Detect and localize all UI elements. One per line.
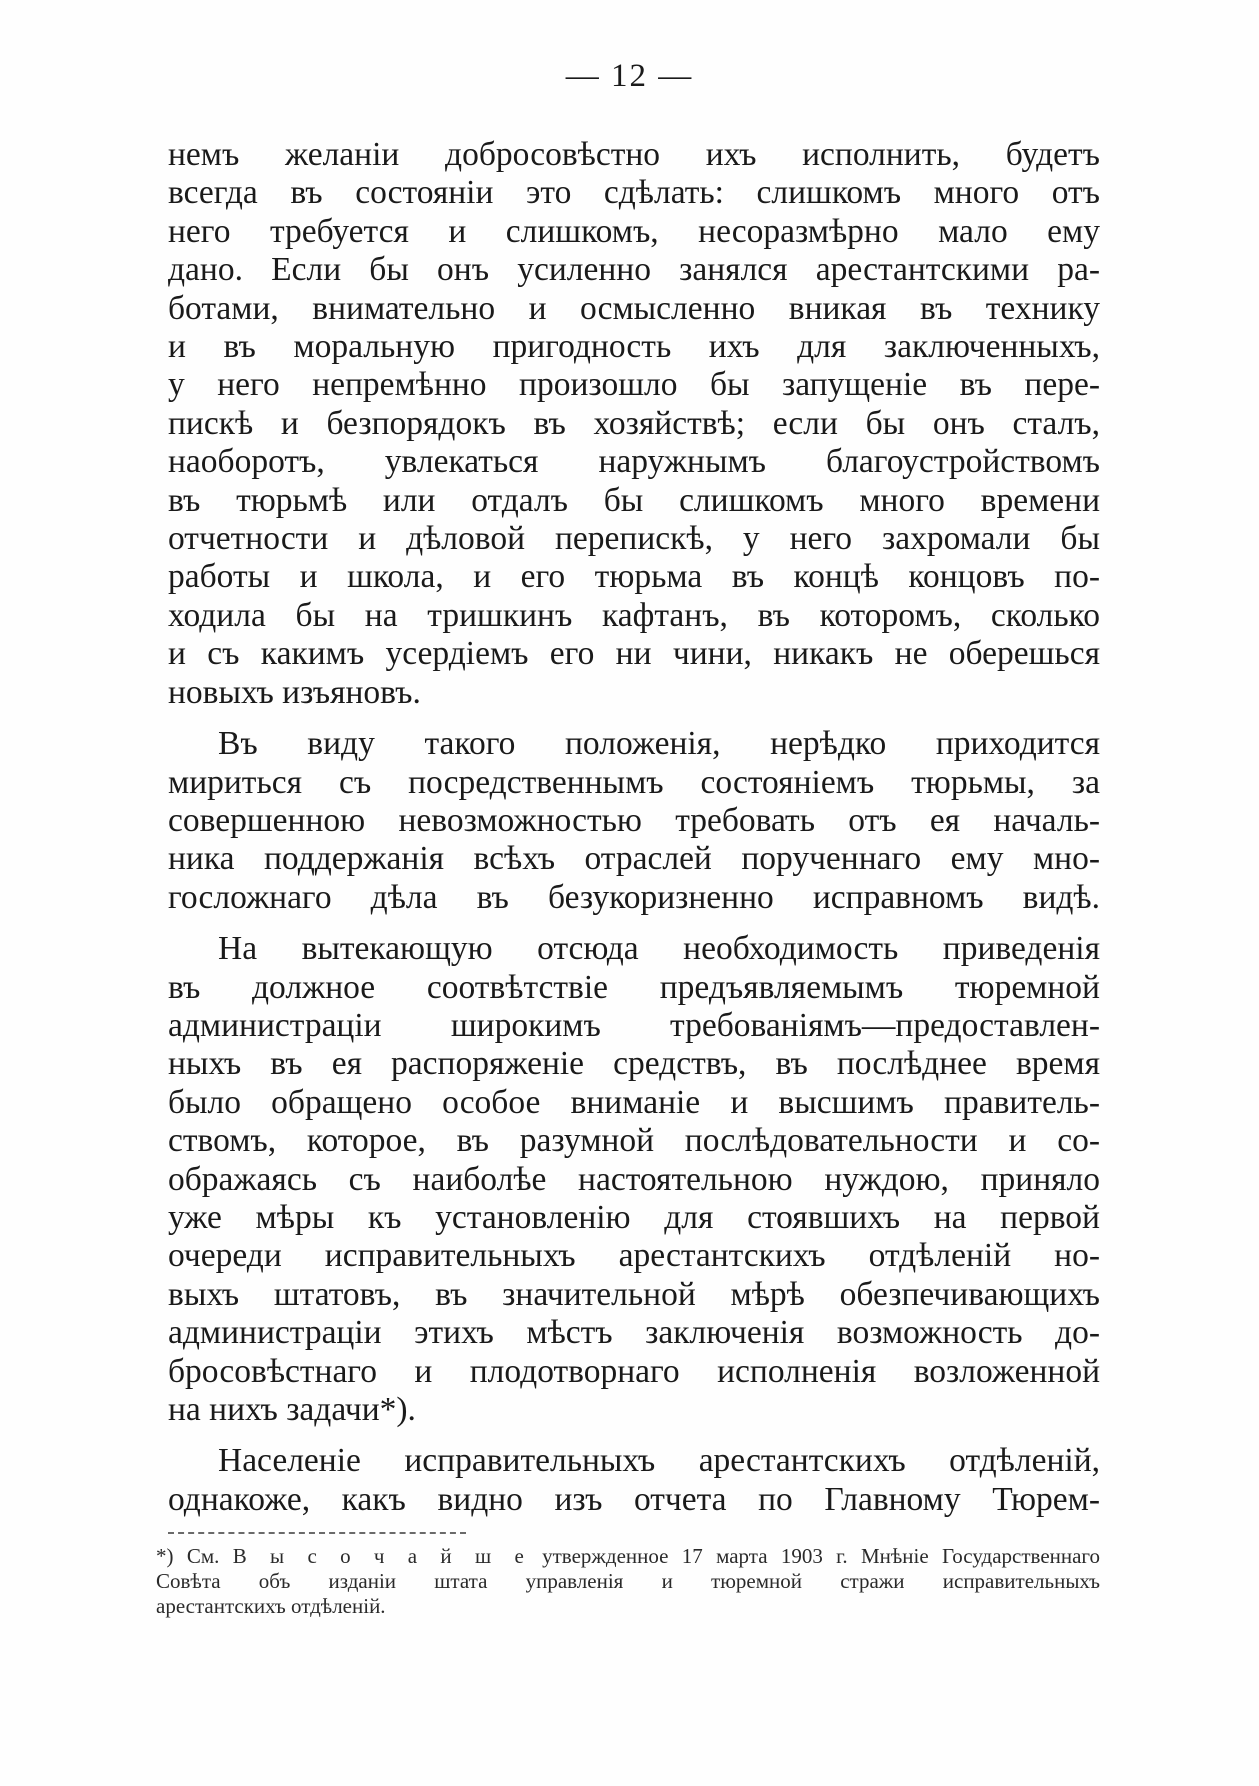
- text-line: администрацiи этихъ мѣстъ заключенiя возможность до-: [168, 1314, 1100, 1352]
- text-line: было обращено особое вниманiе и высшимъ правитель-: [168, 1083, 1100, 1121]
- page-number-dash-right: —: [658, 58, 694, 94]
- text-line: него требуется и слишкомъ, несоразмѣрно мало ему: [168, 212, 1100, 250]
- footnote-line: [156, 1544, 1100, 1569]
- paragraph-3: [168, 930, 1100, 1429]
- text-line: ходила бы на тришкинъ кафтанъ, въ которомъ, сколько: [168, 596, 1100, 634]
- text-line: наоборотъ, увлекаться наружнымъ благоустройствомъ: [168, 443, 1100, 481]
- text-line: На вытекающую отсюда необходимость приведенiя: [218, 930, 1100, 968]
- body-text: [168, 136, 1100, 1519]
- text-line: мириться съ посредственнымъ состоянiемъ тюрьмы, за: [168, 763, 1100, 801]
- text-line: администрацiи широкимъ требованiямъ—предоставлен-: [168, 1006, 1100, 1044]
- text-line: ображаясь съ наиболѣе настоятельною нуждою, приняло: [168, 1160, 1100, 1198]
- footnote-marker: *): [156, 1544, 174, 1568]
- text-line: уже мѣры къ установленiю для стоявшихъ на первой: [168, 1198, 1100, 1236]
- text-line: ботами, внимательно и осмысленно вникая въ технику: [168, 289, 1100, 327]
- paragraph-2: [168, 725, 1100, 917]
- page-number-value: 12: [611, 58, 648, 94]
- footnote-prefix: См.: [186, 1544, 220, 1568]
- text-line: ника поддержанiя всѣхъ отраслей порученнаго ему мно-: [168, 840, 1100, 878]
- text-line: на нихъ задачи*).: [168, 1391, 416, 1428]
- paragraph-1: [168, 136, 1100, 712]
- text-line: новыхъ изъяновъ.: [168, 673, 421, 711]
- text-line: всегда въ состоянiи это сдѣлать: слишкомъ много отъ: [168, 174, 1100, 212]
- page-number: [0, 58, 1259, 95]
- page-number-dash-left: —: [565, 58, 601, 94]
- text-line: и въ моральную пригодность ихъ для заключенныхъ,: [168, 328, 1100, 366]
- text-line: однакоже, какъ видно изъ отчета по Главному Тюрем-: [168, 1480, 1100, 1518]
- text-line: въ должное соотвѣтствiе предъявляемымъ тюремной: [168, 968, 1100, 1006]
- text-line: отчетности и дѣловой перепискѣ, у него захромали бы: [168, 520, 1100, 558]
- text-line: ствомъ, которое, въ разумной послѣдовательности и со-: [168, 1122, 1100, 1160]
- text-line: дано. Если бы онъ усиленно занялся арестантскими ра-: [168, 251, 1100, 289]
- text-line: въ тюрьмѣ или отдалъ бы слишкомъ много времени: [168, 481, 1100, 519]
- text-line: Населенiе исправительныхъ арестантскихъ отдѣленiй,: [218, 1442, 1100, 1480]
- text-line: Въ виду такого положенiя, нерѣдко приходится: [218, 725, 1100, 763]
- footnote-separator: [168, 1532, 466, 1534]
- text-line: немъ желанiи добросовѣстно ихъ исполнить, будетъ: [168, 136, 1100, 173]
- text-line: выхъ штатовъ, въ значительной мѣрѣ обезпечивающихъ: [168, 1275, 1100, 1313]
- footnote-line: арестантскихъ отдѣленiй.: [156, 1594, 386, 1618]
- text-line: совершенною невозможностью требовать отъ ея началь-: [168, 801, 1100, 839]
- text-line: госложнаго дѣла въ безукоризненно исправномъ видѣ.: [168, 878, 1100, 916]
- text-line: ныхъ въ ея распоряженiе средствъ, въ послѣднее время: [168, 1045, 1100, 1083]
- footnote-line: Совѣта объ изданiи штата управленiя и тюремной стражи исправительныхъ: [156, 1569, 1100, 1593]
- paragraph-4: [168, 1442, 1100, 1519]
- text-line: бросовѣстнаго и плодотворнаго исполненiя возложенной: [168, 1352, 1100, 1390]
- text-line: пискѣ и безпорядокъ въ хозяйствѣ; если бы онъ сталъ,: [168, 404, 1100, 442]
- text-line: очереди исправительныхъ арестантскихъ отдѣленiй но-: [168, 1237, 1100, 1275]
- footnote-line1-rest: утвержденное 17 марта 1903 г. Мнѣнiе Государственнаго: [542, 1544, 1101, 1568]
- text-line: у него непремѣнно произошло бы запущенiе въ пере-: [168, 366, 1100, 404]
- text-line: и съ какимъ усердiемъ его ни чини, никакъ не оберешься: [168, 635, 1100, 673]
- footnote-emphasis: В ы с о ч а й ш е: [232, 1544, 529, 1568]
- footnote: [156, 1544, 1100, 1619]
- text-line: работы и школа, и его тюрьма въ концѣ концовъ по-: [168, 558, 1100, 596]
